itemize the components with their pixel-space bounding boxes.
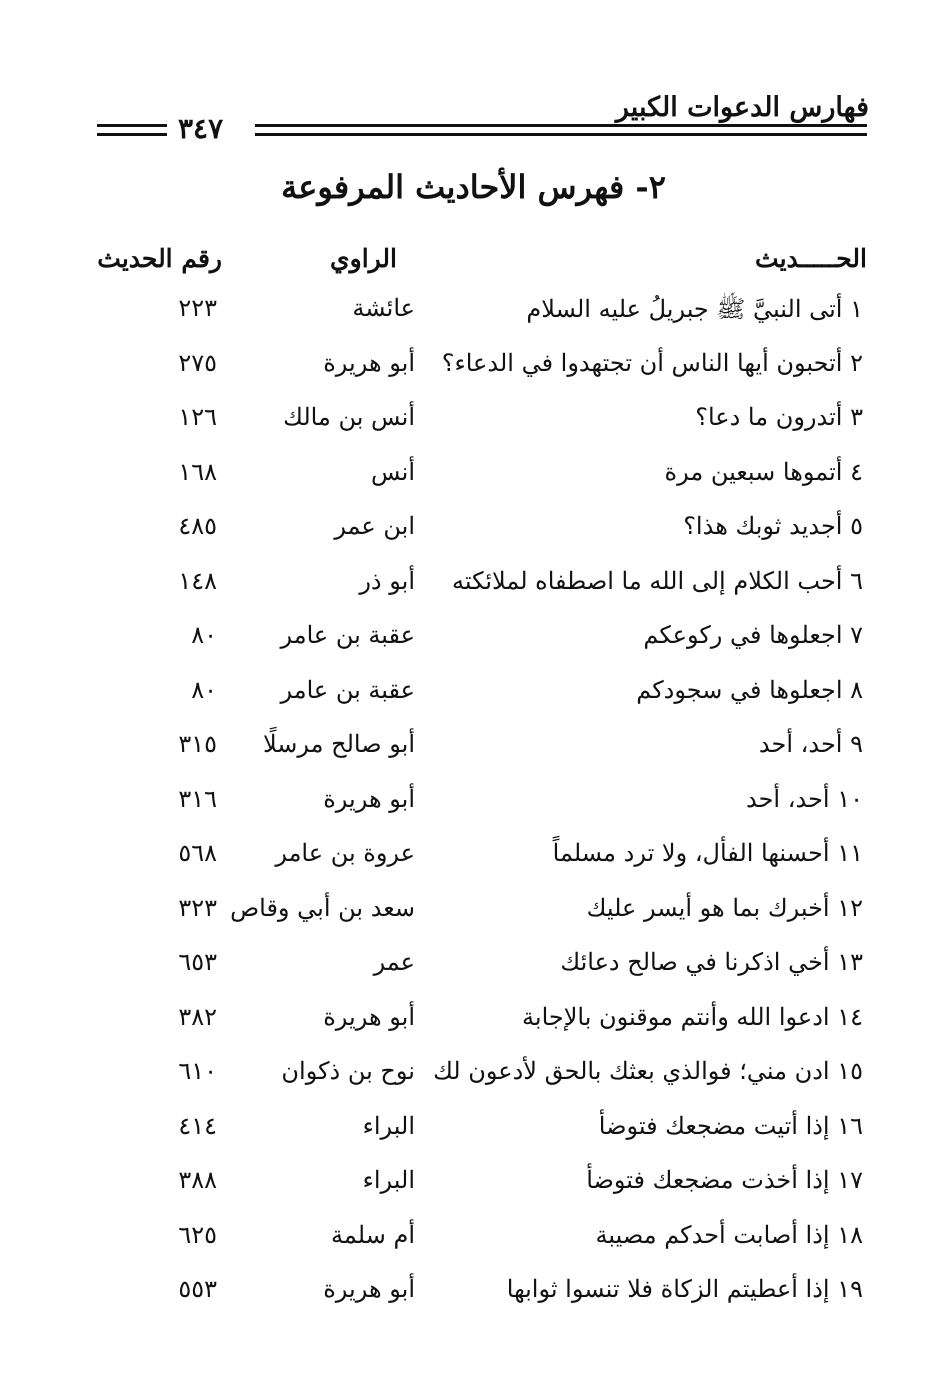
hadith-number: ٦٢٥: [178, 1220, 217, 1249]
hadith-number: ٣٨٢: [178, 1002, 217, 1031]
hadith-text: ٨ اجعلوها في سجودكم: [636, 675, 863, 704]
narrator-name: أنس: [371, 457, 415, 486]
header-rule-left-top: [97, 124, 167, 127]
hadith-number: ٣١٦: [178, 784, 217, 813]
header-rule-left-bottom: [97, 133, 167, 136]
narrator-name: عقبة بن عامر: [280, 675, 415, 704]
table-row: [0, 450, 947, 504]
hadith-text: ١٨ إذا أصابت أحدكم مصيبة: [595, 1220, 863, 1249]
hadith-number: ٣٨٨: [178, 1166, 217, 1194]
hadith-text: ٤ أتموها سبعين مرة: [664, 457, 863, 486]
hadith-text: ٩ أحد، أحد: [758, 730, 863, 758]
narrator-name: أبو صالح مرسلًا: [262, 730, 415, 758]
table-row: [0, 1158, 947, 1212]
hadith-number: ٣٢٣: [178, 893, 217, 922]
column-header-narrator: الراوي: [330, 244, 397, 273]
hadith-number: ٤٨٥: [178, 512, 217, 540]
narrator-name: أبو هريرة: [323, 1275, 415, 1303]
header-rule-right-bottom: [255, 133, 867, 136]
hadith-text: ٥ أجديد ثوبك هذا؟: [683, 512, 863, 540]
hadith-text: ٢ أتحبون أيها الناس أن تجتهدوا في الدعاء؟: [441, 348, 863, 377]
hadith-number: ٢٢٣: [178, 294, 217, 322]
hadith-number: ١٢٦: [178, 403, 217, 431]
hadith-number: ٥٦٨: [178, 839, 217, 867]
table-row: [0, 286, 947, 340]
narrator-name: أنس بن مالك: [283, 403, 415, 431]
narrator-name: أم سلمة: [331, 1220, 415, 1249]
table-row: [0, 341, 947, 395]
table-row: [0, 995, 947, 1049]
column-header-hadith: الحـــــديث: [755, 244, 867, 273]
table-row: [0, 559, 947, 613]
section-title: ٢- فهرس الأحاديث المرفوعة: [281, 168, 666, 206]
narrator-name: أبو ذر: [359, 566, 415, 595]
running-title: فهارس الدعوات الكبير: [615, 92, 869, 123]
narrator-name: سعد بن أبي وقاص: [230, 893, 415, 922]
hadith-text: ١١ أحسنها الفأل، ولا ترد مسلماً: [552, 839, 863, 867]
narrator-name: عمر: [373, 948, 415, 976]
table-row: [0, 668, 947, 722]
hadith-text: ١ أتى النبيَّ ﷺ جبريلُ عليه السلام: [526, 295, 863, 323]
hadith-number: ٤١٤: [178, 1111, 217, 1140]
hadith-number: ٨٠: [191, 675, 217, 704]
hadith-number: ٦١٠: [178, 1057, 217, 1085]
table-row: [0, 1104, 947, 1158]
header-rule-right-top: [255, 124, 867, 127]
narrator-name: عقبة بن عامر: [280, 621, 415, 649]
table-row: [0, 886, 947, 940]
hadith-text: ١٤ ادعوا الله وأنتم موقنون بالإجابة: [522, 1002, 863, 1031]
table-row: [0, 722, 947, 776]
table-row: [0, 395, 947, 449]
narrator-name: أبو هريرة: [323, 784, 415, 813]
hadith-text: ١٥ ادن مني؛ فوالذي بعثك بالحق لأدعون لك: [433, 1057, 863, 1085]
hadith-number: ١٦٨: [178, 457, 217, 486]
table-row: [0, 504, 947, 558]
hadith-text: ١٣ أخي اذكرنا في صالح دعائك: [560, 948, 863, 976]
narrator-name: نوح بن ذكوان: [281, 1057, 415, 1085]
narrator-name: أبو هريرة: [323, 1002, 415, 1031]
table-row: [0, 1049, 947, 1103]
narrator-name: عروة بن عامر: [275, 839, 415, 867]
hadith-text: ٧ اجعلوها في ركوعكم: [643, 621, 863, 649]
narrator-name: البراء: [362, 1111, 415, 1140]
narrator-name: ابن عمر: [334, 512, 415, 540]
hadith-text: ١٦ إذا أتيت مضجعك فتوضأ: [598, 1111, 863, 1140]
hadith-text: ١٩ إذا أعطيتم الزكاة فلا تنسوا ثوابها: [506, 1275, 863, 1303]
hadith-text: ١٢ أخبرك بما هو أيسر عليك: [586, 893, 863, 922]
table-row: [0, 940, 947, 994]
hadith-text: ١٧ إذا أخذت مضجعك فتوضأ: [586, 1166, 863, 1194]
hadith-number: ١٤٨: [178, 566, 217, 595]
table-row: [0, 777, 947, 831]
hadith-text: ٣ أتدرون ما دعا؟: [695, 403, 863, 431]
hadith-number: ٨٠: [191, 621, 217, 649]
hadith-number: ٢٧٥: [178, 348, 217, 377]
narrator-name: أبو هريرة: [323, 348, 415, 377]
hadith-number: ٦٥٣: [178, 948, 217, 976]
table-row: [0, 1267, 947, 1321]
page-number: ٣٤٧: [178, 112, 224, 145]
narrator-name: عائشة: [352, 294, 415, 322]
hadith-text: ١٠ أحد، أحد: [746, 784, 863, 813]
table-row: [0, 1213, 947, 1267]
hadith-text: ٦ أحب الكلام إلى الله ما اصطفاه لملائكته: [451, 566, 863, 595]
hadith-number: ٥٥٣: [178, 1275, 217, 1303]
column-header-number: رقم الحديث: [97, 244, 222, 273]
narrator-name: البراء: [362, 1166, 415, 1194]
hadith-number: ٣١٥: [178, 730, 217, 758]
table-row: [0, 613, 947, 667]
table-row: [0, 831, 947, 885]
